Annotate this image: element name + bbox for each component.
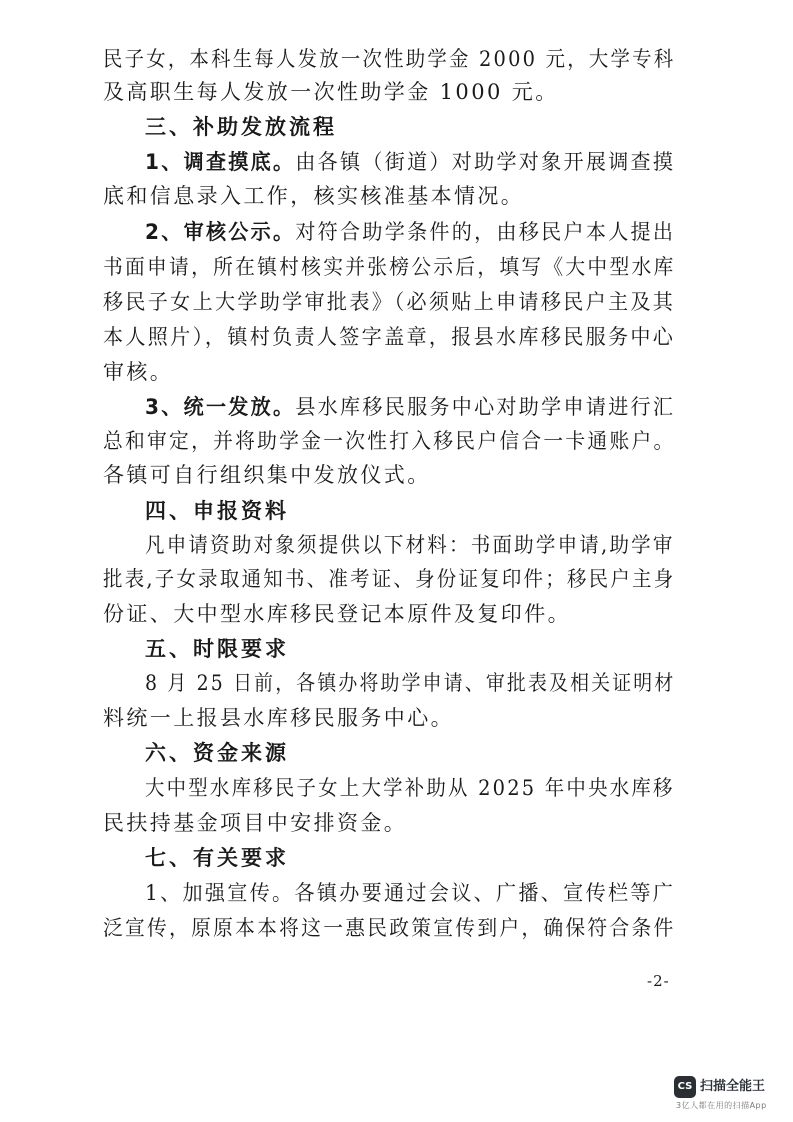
- text-line: [145, 219, 675, 245]
- text-run: 份证、大中型水库移民登记本原件及复印件。: [103, 602, 571, 626]
- text-run: 总和审定，并将助学金一次性打入移民户信合一卡通账户。: [103, 429, 676, 453]
- text-line: [145, 114, 337, 140]
- text-line: [103, 183, 524, 209]
- bold-run: 三、补助发放流程: [145, 115, 337, 139]
- text-line: [145, 636, 289, 662]
- bold-run: 六、资金来源: [145, 741, 289, 765]
- text-line: [103, 79, 559, 105]
- text-line: [145, 740, 289, 766]
- text-run: 本人照片），镇村负责人签字盖章，报县水库移民服务中心: [103, 325, 676, 349]
- camscanner-logo-icon: CS: [674, 1076, 696, 1098]
- text-run: 大中型水库移民子女上大学补助从 2025 年中央水库移: [145, 776, 675, 800]
- bold-run: 3、统一发放。: [145, 395, 296, 419]
- text-line: [103, 915, 676, 941]
- text-line: [145, 498, 289, 524]
- text-run: 1、加强宣传。各镇办要通过会议、广播、宣传栏等广: [145, 881, 676, 905]
- text-line: [103, 601, 571, 627]
- text-line: [103, 462, 431, 488]
- text-line: [103, 566, 675, 592]
- bold-run: 七、有关要求: [145, 846, 289, 870]
- bold-run: 四、申报资料: [145, 499, 289, 523]
- text-line: [145, 532, 675, 558]
- text-run: 料统一上报县水库移民服务中心。: [103, 706, 454, 730]
- text-run: 由各镇（街道）对助学对象开展调查摸: [295, 150, 676, 174]
- text-run: 批表,子女录取通知书、准考证、身份证复印件；移民户主身: [103, 567, 676, 591]
- text-run: 泛宣传，原原本本将这一惠民政策宣传到户，确保符合条件: [103, 916, 676, 940]
- text-line: [103, 289, 675, 315]
- page-number: -2-: [647, 972, 670, 990]
- text-run: 县水库移民服务中心对助学申请进行汇: [295, 395, 676, 419]
- text-line: [103, 359, 173, 385]
- text-line: [103, 254, 676, 280]
- text-line: [103, 810, 407, 836]
- text-line: [103, 324, 675, 350]
- text-line: [145, 880, 675, 906]
- bold-run: 2、审核公示。: [145, 220, 296, 244]
- text-run: 凡申请资助对象须提供以下材料：书面助学申请,助学审: [145, 533, 675, 557]
- text-run: 民扶持基金项目中安排资金。: [103, 811, 408, 835]
- watermark-tagline: 3亿人都在用的扫描App: [676, 1101, 767, 1110]
- scanner-watermark: [660, 1072, 788, 1116]
- text-line: [145, 845, 289, 871]
- bold-run: 五、时限要求: [145, 637, 289, 661]
- text-run: 民子女，本科生每人发放一次性助学金 2000 元，大学专科: [103, 47, 676, 71]
- text-line: [145, 394, 675, 420]
- bold-run: 1、调查摸底。: [145, 150, 296, 174]
- text-line: [103, 46, 675, 72]
- text-run: 对符合助学条件的，由移民户本人提出: [295, 220, 676, 244]
- text-line: [145, 775, 675, 801]
- text-run: 及高职生每人发放一次性助学金 1000 元。: [103, 80, 559, 104]
- watermark-app-name: 扫描全能王: [700, 1079, 766, 1094]
- text-run: 底和信息录入工作，核实核准基本情况。: [103, 184, 525, 208]
- text-run: 审核。: [103, 360, 174, 384]
- text-run: 书面申请，所在镇村核实并张榜公示后，填写《大中型水库: [103, 255, 676, 279]
- text-line: [103, 705, 454, 731]
- text-run: 8 月 25 日前，各镇办将助学申请、审批表及相关证明材: [145, 671, 676, 695]
- text-line: [145, 149, 675, 175]
- text-run: 各镇可自行组织集中发放仪式。: [103, 463, 431, 487]
- text-run: 移民子女上大学助学审批表》（必须贴上申请移民户主及其: [103, 290, 676, 314]
- text-line: [145, 670, 675, 696]
- text-line: [103, 428, 676, 454]
